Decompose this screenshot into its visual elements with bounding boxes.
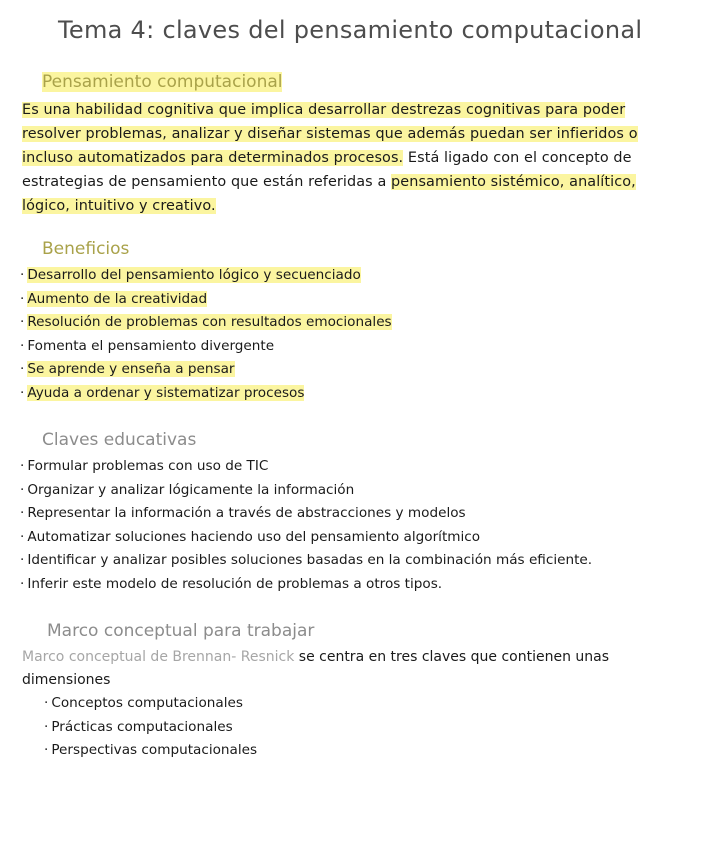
list-item: · Se aprende y enseña a pensar [20,358,392,382]
framework-text: se centra en tres claves que contienen unas dimensiones [22,649,610,688]
list-item: · Formular problemas con uso de TIC [20,455,592,479]
list-item: · Ayuda a ordenar y sistematizar procesos [20,382,392,406]
heading-text: Pensamiento computacional [42,72,283,92]
list-item: · Organizar y analizar lógicamente la información [20,479,592,503]
list-item: · Identificar y analizar posibles soluciones basadas en la combinación más eficiente. [20,549,592,573]
dimensions-list [44,692,257,763]
list-item: · Resolución de problemas con resultados emocionales [20,311,392,335]
plain-text: Está ligado con el concepto de estrategias de pensamiento que están referidas a [22,150,632,190]
list-item: · Aumento de la creatividad [20,288,392,312]
section-heading-claves: Claves educativas [42,430,197,450]
benefits-list [20,264,392,406]
section-heading-pensamiento [42,72,282,92]
list-item: · Inferir este modelo de resolución de problemas a otros tipos. [20,573,592,597]
list-item: · Perspectivas computacionales [44,739,257,763]
list-item: · Fomenta el pensamiento divergente [20,335,392,359]
list-item: · Representar la información a través de abstracciones y modelos [20,502,592,526]
section-heading-marco: Marco conceptual para trabajar [47,621,315,641]
framework-paragraph [22,646,686,692]
list-item: · Desarrollo del pensamiento lógico y secuenciado [20,264,392,288]
list-item: · Conceptos computacionales [44,692,257,716]
definition-paragraph [22,98,686,218]
list-item: · Automatizar soluciones haciendo uso del pensamiento algorítmico [20,526,592,550]
educational-keys-list [20,455,592,597]
section-heading-beneficios: Beneficios [42,239,130,259]
highlighted-types: pensamiento sistémico, analítico, lógico, intuitivo y creativo. [22,174,636,214]
highlighted-definition: Es una habilidad cognitiva que implica desarrollar destrezas cognitivas para poder resolver problemas, analizar y diseñar sistemas que además puedan ser infieridos o incluso automatizados para determinados procesos. [22,102,638,166]
list-item: · Prácticas computacionales [44,716,257,740]
framework-reference: Marco conceptual de Brennan- Resnick [22,649,295,665]
page-title: Tema 4: claves del pensamiento computacional [58,16,643,44]
